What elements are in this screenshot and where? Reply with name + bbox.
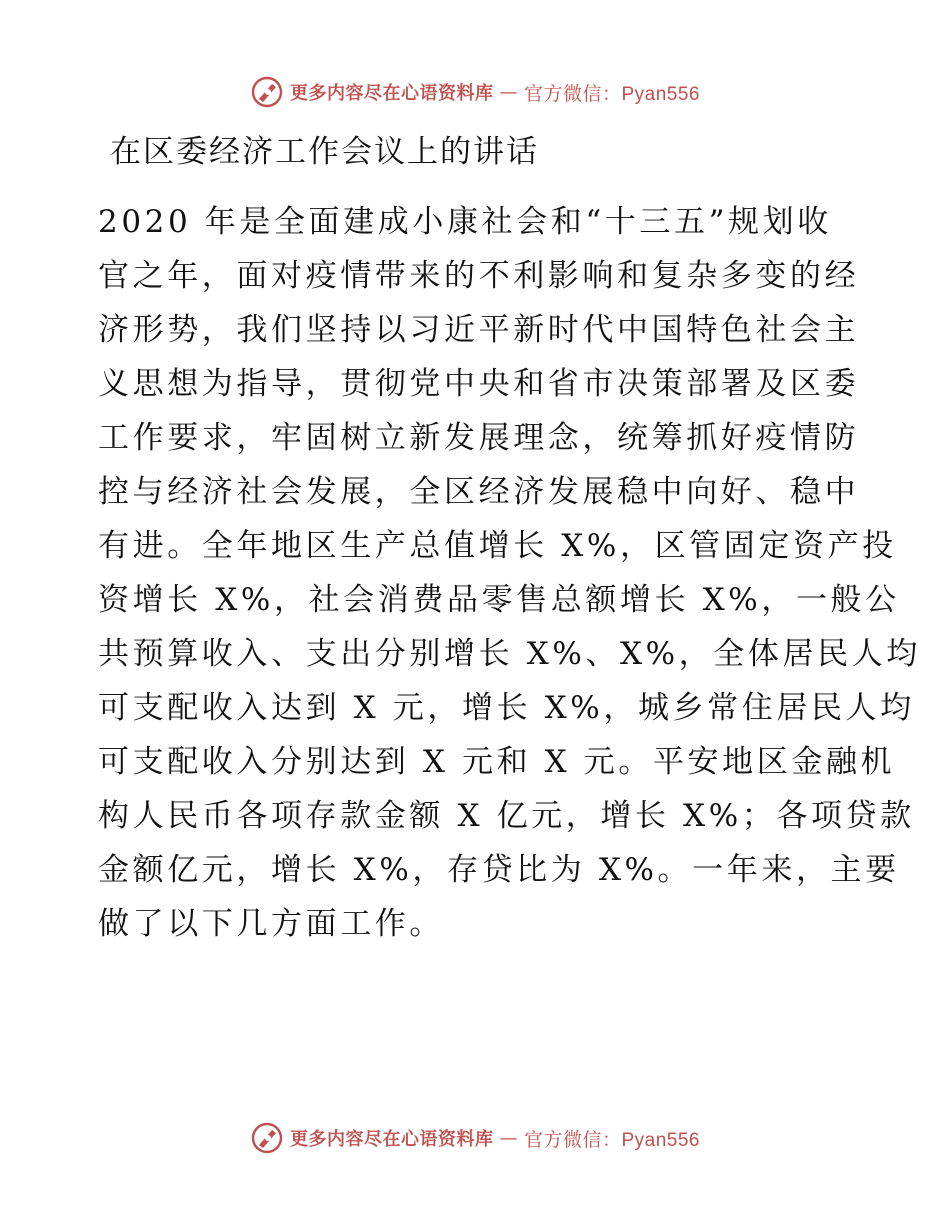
watermark-text: 更多内容尽在心语资料库 (289, 1129, 494, 1150)
footer-watermark (0, 1120, 950, 1156)
document-body (98, 195, 921, 951)
watermark-handle: 官方微信：Pyan556 (523, 83, 700, 105)
body-line: 共预算收入、支出分别增长 X%、X%，全体居民人均 (98, 636, 921, 672)
document-title: 在区委经济工作会议上的讲话 (110, 134, 539, 170)
header-watermark (0, 74, 950, 110)
watermark-separator: — (499, 81, 518, 103)
body-line: 构人民币各项存款金额 X 亿元，增长 X%；各项贷款 (98, 798, 915, 834)
body-line: 工作要求，牢固树立新发展理念，统筹抓好疫情防 (98, 420, 860, 456)
body-line: 2020 年是全面建成小康社会和“十三五”规划收 (98, 204, 832, 240)
body-line: 资增长 X%，社会消费品零售总额增长 X%，一般公 (98, 582, 900, 618)
body-line: 官之年，面对疫情带来的不利影响和复杂多变的经 (98, 258, 860, 294)
body-line: 可支配收入分别达到 X 元和 X 元。平安地区金融机 (98, 744, 896, 780)
pen-circle-logo-icon (250, 1121, 284, 1155)
watermark-separator: — (499, 1127, 518, 1149)
body-line: 有进。全年地区生产总值增长 X%，区管固定资产投 (98, 528, 897, 564)
body-line: 金额亿元，增长 X%，存贷比为 X%。一年来，主要 (98, 852, 900, 888)
body-line: 做了以下几方面工作。 (98, 906, 444, 942)
body-line: 控与经济社会发展，全区经济发展稳中向好、稳中 (98, 474, 860, 510)
watermark-text: 更多内容尽在心语资料库 (289, 83, 494, 104)
body-line: 可支配收入达到 X 元，增长 X%，城乡常住居民人均 (98, 690, 915, 726)
watermark-handle: 官方微信：Pyan556 (523, 1129, 700, 1151)
pen-circle-logo-icon (250, 75, 284, 109)
body-line: 济形势，我们坚持以习近平新时代中国特色社会主 (98, 312, 860, 348)
body-line: 义思想为指导，贯彻党中央和省市决策部署及区委 (98, 366, 860, 402)
